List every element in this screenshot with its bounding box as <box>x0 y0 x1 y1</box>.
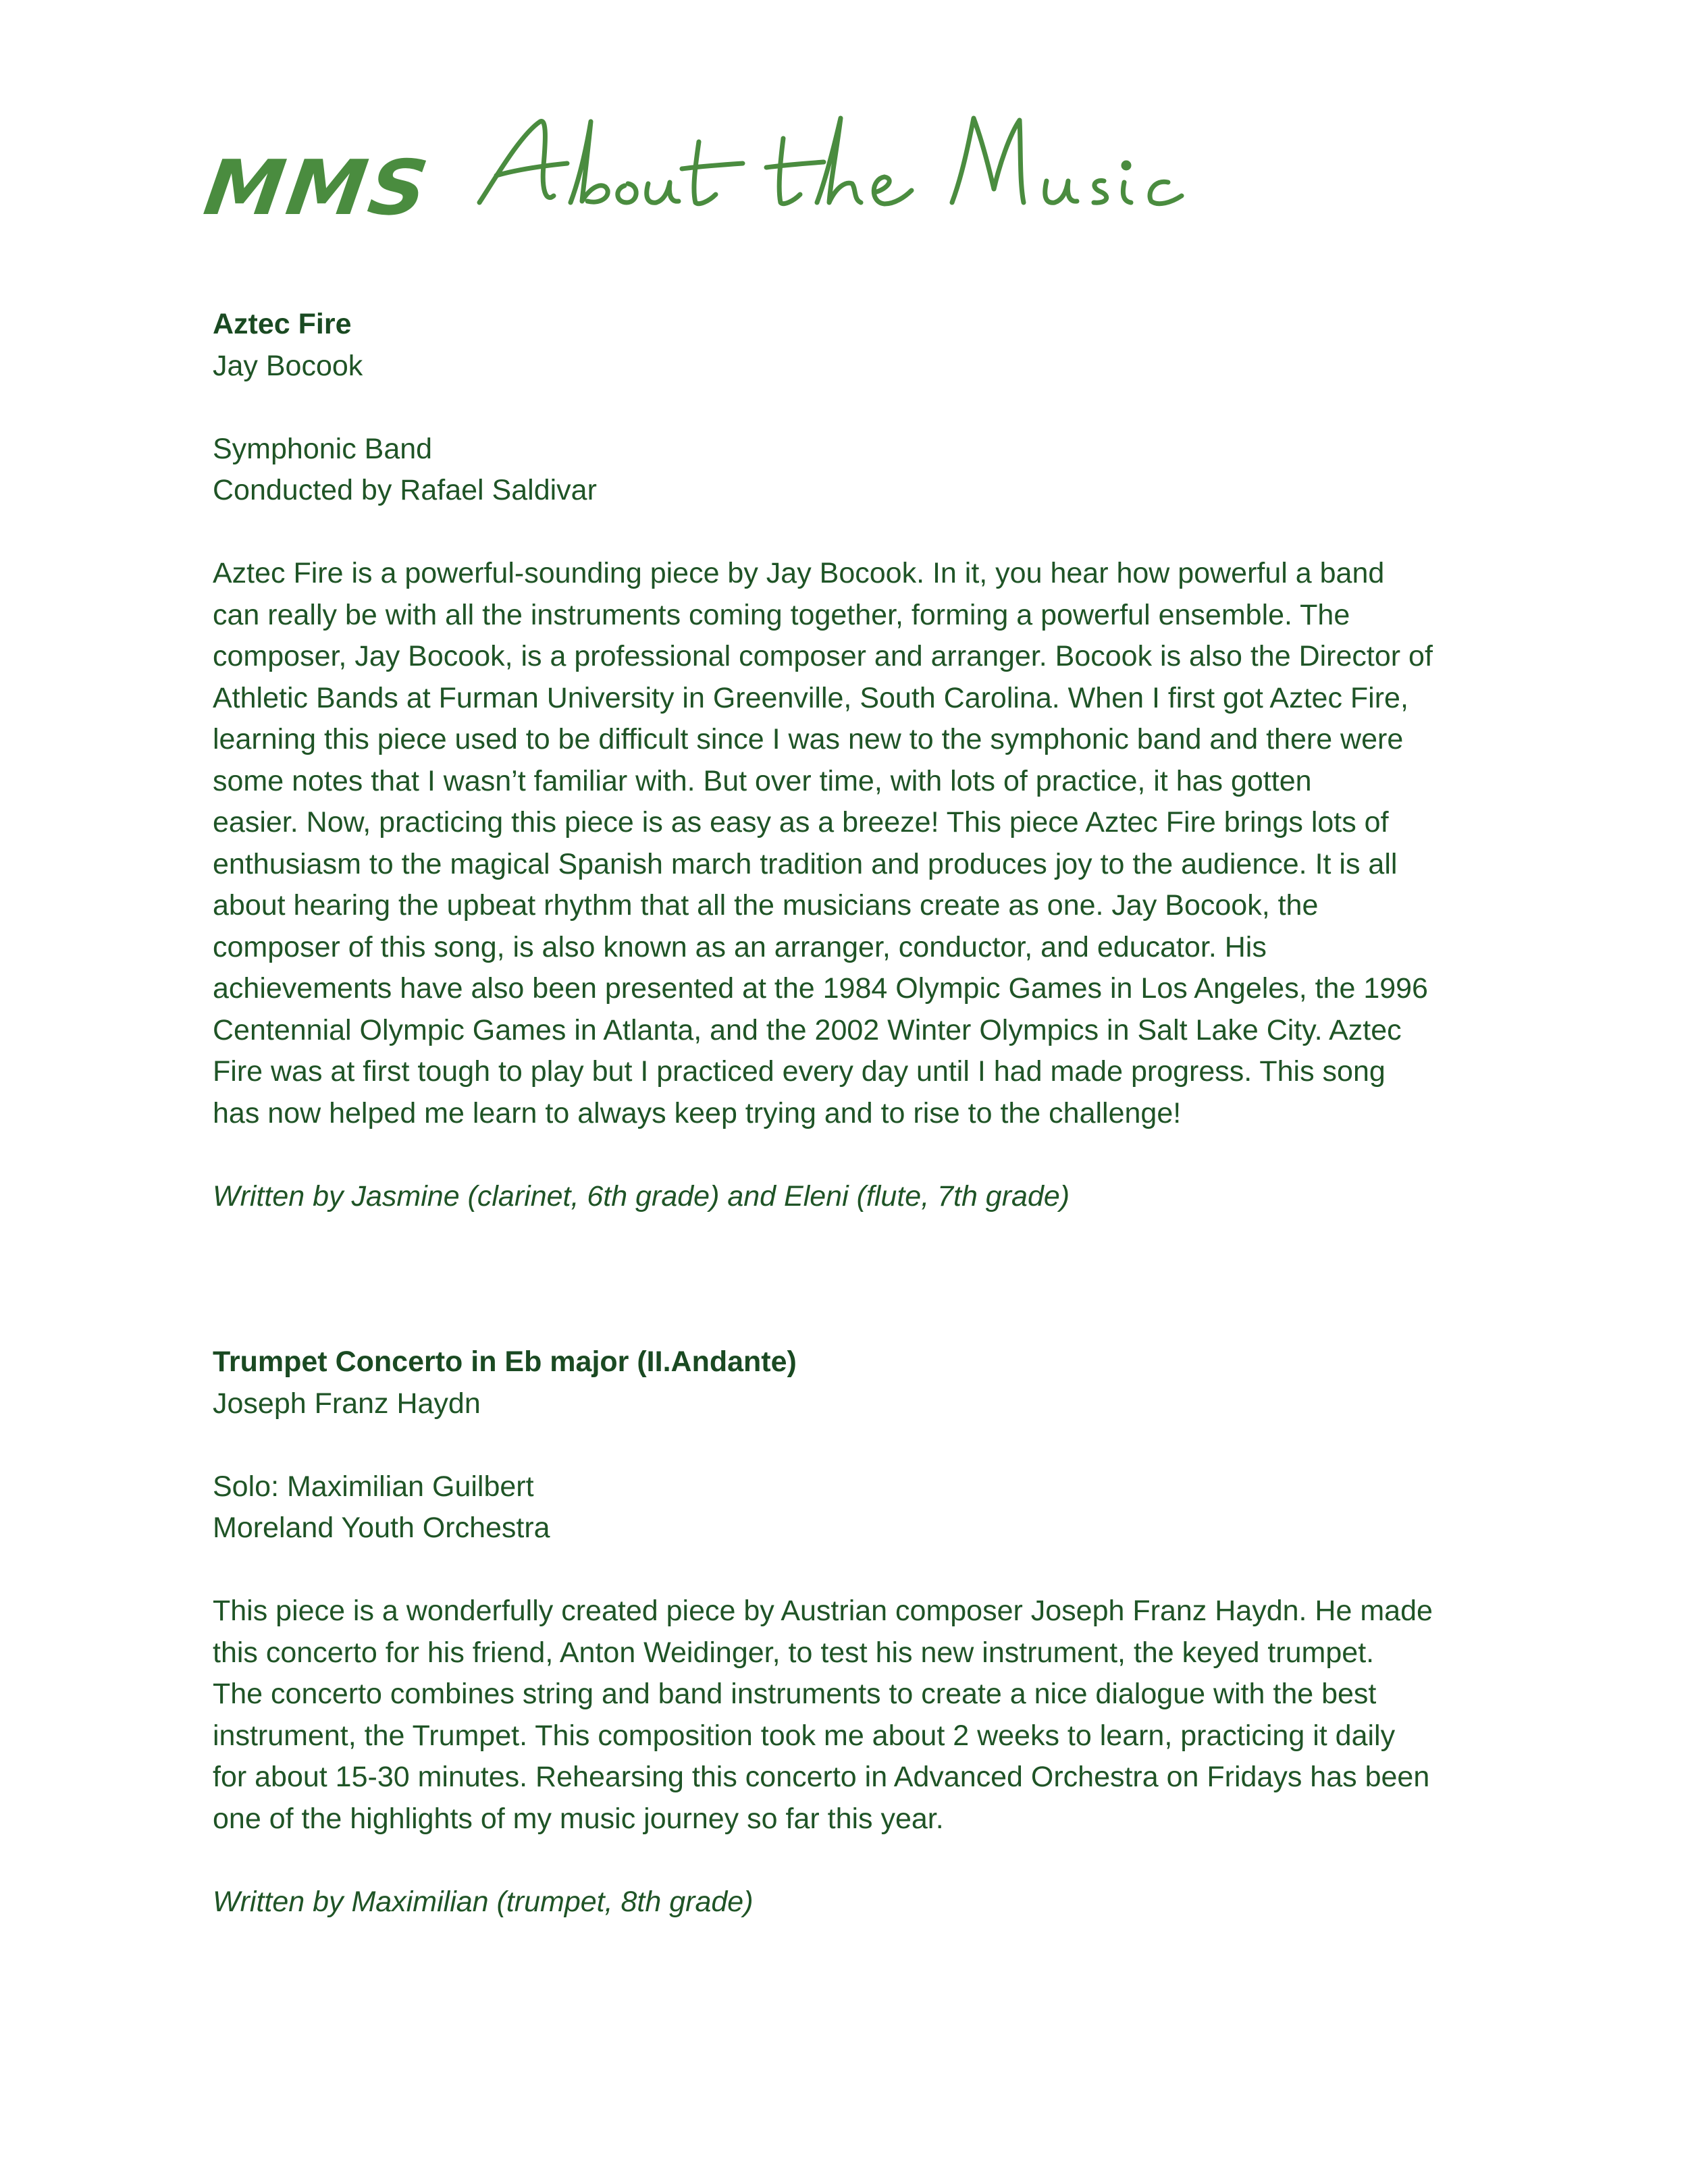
description-line: composer of this song, is also known as an arranger, conductor, and educator. His <box>213 930 1267 963</box>
description-line: this concerto for his friend, Anton Weidinger, to test his new instrument, the keyed trumpet. <box>213 1636 1375 1669</box>
about-the-music-script-title <box>466 101 1222 230</box>
description-line: some notes that I wasn’t familiar with. But over time, with lots of practice, it has gotten <box>213 764 1312 797</box>
description-line: achievements have also been presented at the 1984 Olympic Games in Los Angeles, the 1996 <box>213 972 1428 1005</box>
author-credit: Written by Maximilian (trumpet, 8th grade) <box>213 1885 754 1918</box>
author-credit: Written by Jasmine (clarinet, 6th grade) and Eleni (flute, 7th grade) <box>213 1179 1070 1213</box>
piece-description <box>213 553 1482 1134</box>
section-trumpet-concerto <box>213 1341 1482 1923</box>
description-line: for about 15-30 minutes. Rehearsing this concerto in Advanced Orchestra on Fridays has been <box>213 1761 1430 1793</box>
description-line: composer, Jay Bocook, is a professional composer and arranger. Bocook is also the Director of <box>213 640 1433 672</box>
piece-title: Aztec Fire <box>213 308 352 340</box>
conductor: Conducted by Rafael Saldivar <box>213 474 597 506</box>
description-line: Centennial Olympic Games in Atlanta, and the 2002 Winter Olympics in Salt Lake City. Aztec <box>213 1013 1402 1046</box>
description-line: has now helped me learn to always keep trying and to rise to the challenge! <box>213 1096 1182 1129</box>
description-line: instrument, the Trumpet. This composition took me about 2 weeks to learn, practicing it daily <box>213 1719 1396 1752</box>
description-line: Fire was at first tough to play but I practiced every day until I had made progress. This song <box>213 1055 1386 1088</box>
description-line: can really be with all the instruments coming together, forming a powerful ensemble. The <box>213 598 1350 631</box>
composer: Joseph Franz Haydn <box>213 1387 481 1420</box>
description-line: The concerto combines string and band instruments to create a nice dialogue with the best <box>213 1678 1377 1710</box>
page-header <box>0 0 1688 270</box>
piece-description <box>213 1591 1482 1840</box>
soloist: Solo: Maximilian Guilbert <box>213 1470 534 1503</box>
mms-logo: MMS <box>199 143 436 232</box>
description-line: learning this piece used to be difficult since I was new to the symphonic band and there were <box>213 723 1404 755</box>
description-line: Athletic Bands at Furman University in Greenville, South Carolina. When I first got Aztec Fire, <box>213 681 1408 714</box>
ensemble: Moreland Youth Orchestra <box>213 1512 550 1544</box>
page-content <box>213 304 1482 1923</box>
description-line: This piece is a wonderfully created piece by Austrian composer Joseph Franz Haydn. He made <box>213 1595 1433 1627</box>
section-aztec-fire <box>213 304 1482 1217</box>
description-line: one of the highlights of my music journey so far this year. <box>213 1802 944 1835</box>
ensemble: Symphonic Band <box>213 432 433 465</box>
description-line: easier. Now, practicing this piece is as easy as a breeze! This piece Aztec Fire brings lots of <box>213 806 1389 838</box>
description-line: about hearing the upbeat rhythm that all the musicians create as one. Jay Bocook, the <box>213 889 1319 922</box>
piece-title: Trumpet Concerto in Eb major (II.Andante) <box>213 1346 797 1378</box>
description-line: Aztec Fire is a powerful-sounding piece by Jay Bocook. In it, you hear how powerful a band <box>213 557 1385 589</box>
composer: Jay Bocook <box>213 349 363 382</box>
description-line: enthusiasm to the magical Spanish march tradition and produces joy to the audience. It is all <box>213 847 1398 880</box>
